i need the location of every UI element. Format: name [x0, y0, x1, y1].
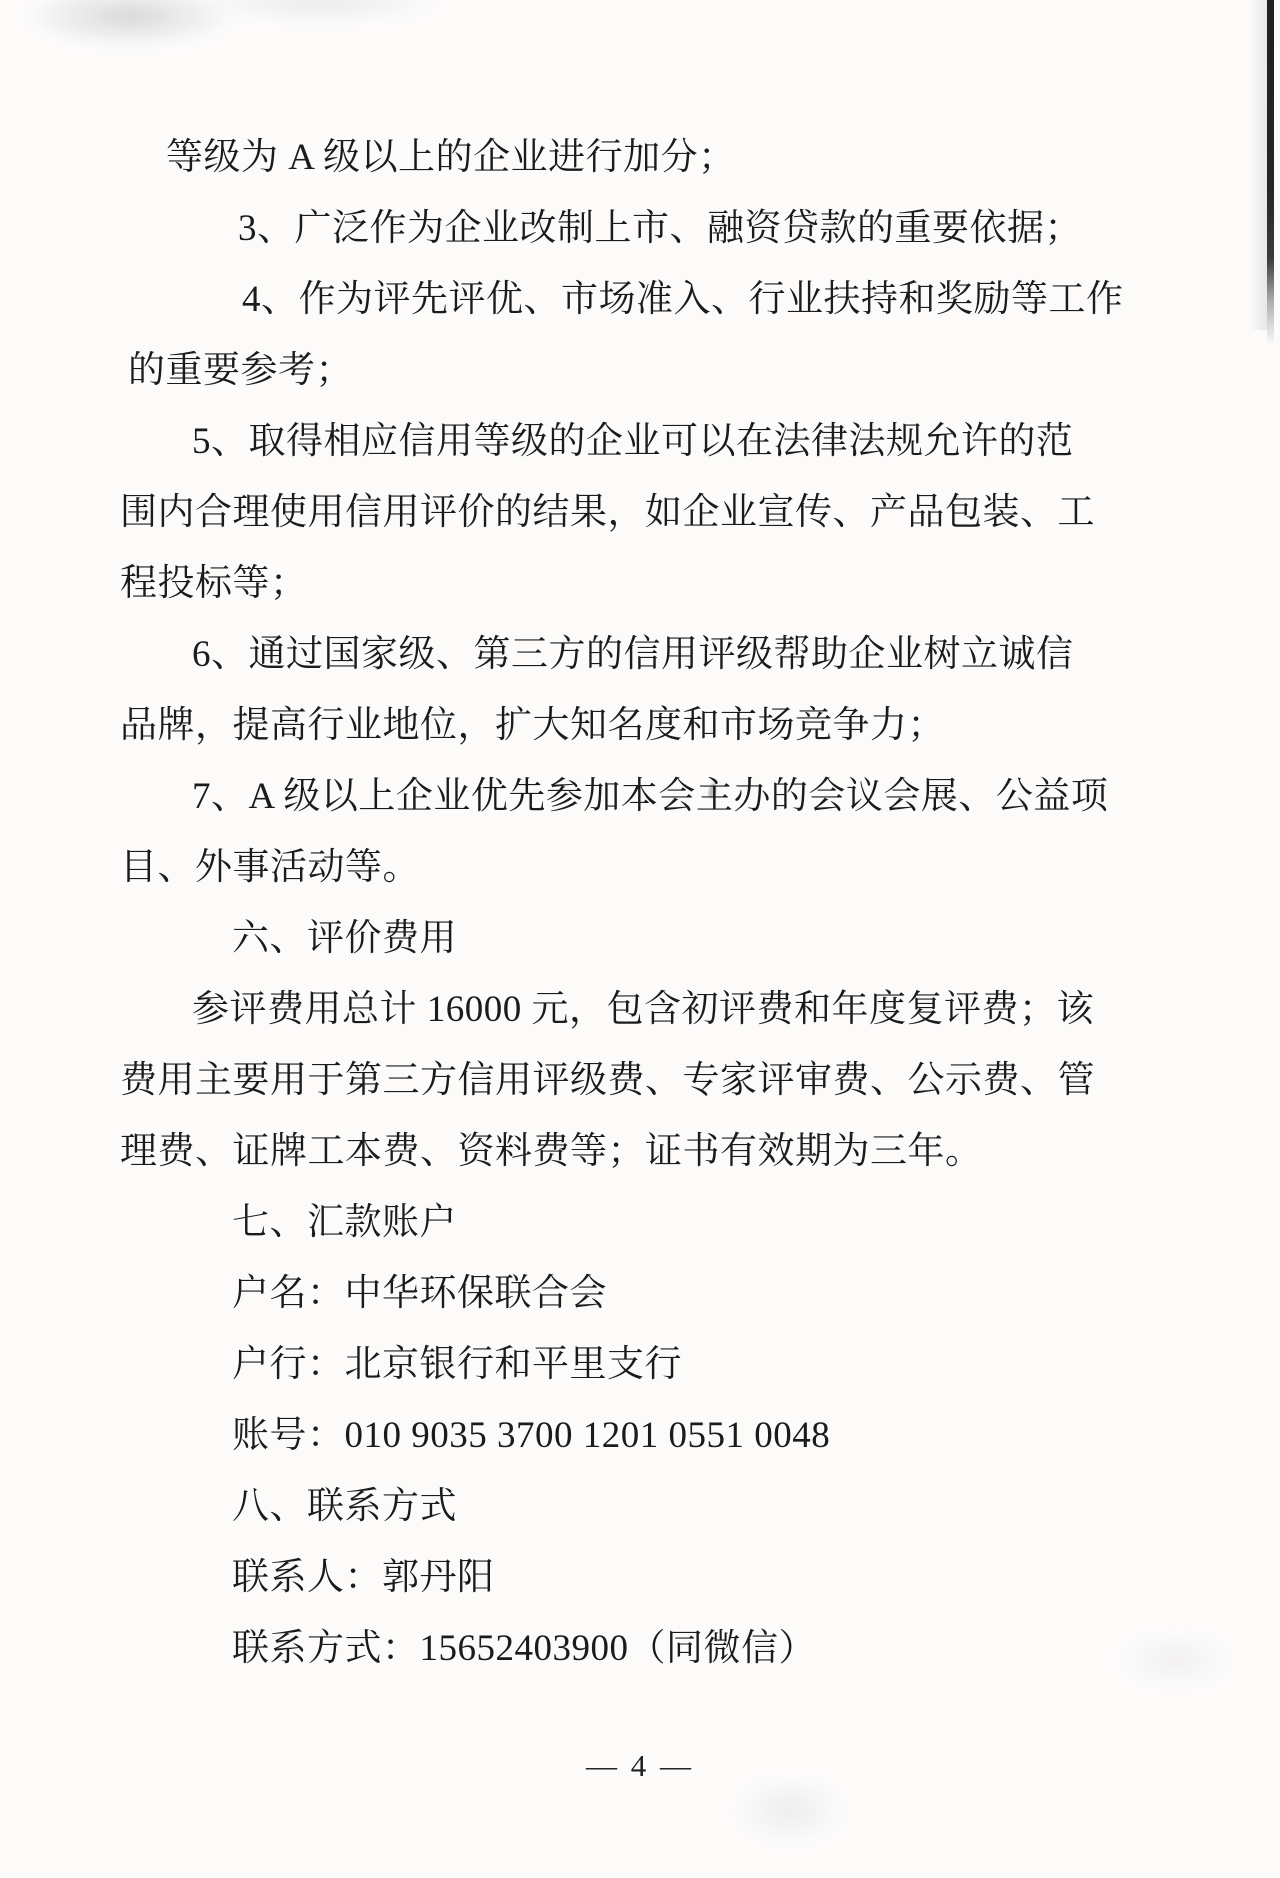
text-line: 六、评价费用 [232, 918, 457, 959]
scan-edge-artifact [1267, 0, 1274, 345]
text-line: 6、通过国家级、第三方的信用评级帮助企业树立诚信 [192, 634, 1074, 675]
text-line: 理费、证牌工本费、资料费等；证书有效期为三年。 [120, 1131, 983, 1172]
text-line: 4、作为评先评优、市场准入、行业扶持和奖励等工作 [242, 279, 1124, 320]
text-line: 的重要参考； [128, 350, 353, 391]
text-line: 联系人：郭丹阳 [232, 1557, 495, 1598]
page-number-footer: — 4 — [586, 1748, 694, 1783]
text-line: 7、A 级以上企业优先参加本会主办的会议会展、公益项 [192, 776, 1109, 817]
scan-smudge-top-left [30, 0, 230, 46]
text-line: 联系方式：15652403900（同微信） [232, 1628, 816, 1669]
text-line: 3、广泛作为企业改制上市、融资贷款的重要依据； [238, 208, 1082, 249]
text-line: 户行：北京银行和平里支行 [232, 1344, 682, 1385]
text-line: 七、汇款账户 [232, 1202, 457, 1243]
text-line: 八、联系方式 [232, 1486, 457, 1527]
scan-edge-halo [1250, 0, 1267, 330]
text-line: 品牌，提高行业地位，扩大知名度和市场竞争力； [120, 705, 945, 746]
text-line: 5、取得相应信用等级的企业可以在法律法规允许的范 [192, 421, 1074, 462]
text-line: 等级为 A 级以上的企业进行加分； [166, 137, 736, 178]
scan-smudge-top [200, 0, 440, 24]
text-line: 目、外事活动等。 [120, 847, 420, 888]
text-line: 账号：010 9035 3700 1201 0551 0048 [232, 1415, 831, 1456]
text-line: 参评费用总计 16000 元，包含初评费和年度复评费；该 [192, 989, 1094, 1030]
document-body [120, 122, 1220, 1684]
text-line: 围内合理使用信用评价的结果，如企业宣传、产品包装、工 [120, 492, 1095, 533]
text-line: 费用主要用于第三方信用评级费、专家评审费、公示费、管 [120, 1060, 1095, 1101]
text-line: 户名：中华环保联合会 [232, 1273, 607, 1314]
scan-smudge-bottom [735, 1775, 845, 1845]
text-line: 程投标等； [120, 563, 308, 604]
